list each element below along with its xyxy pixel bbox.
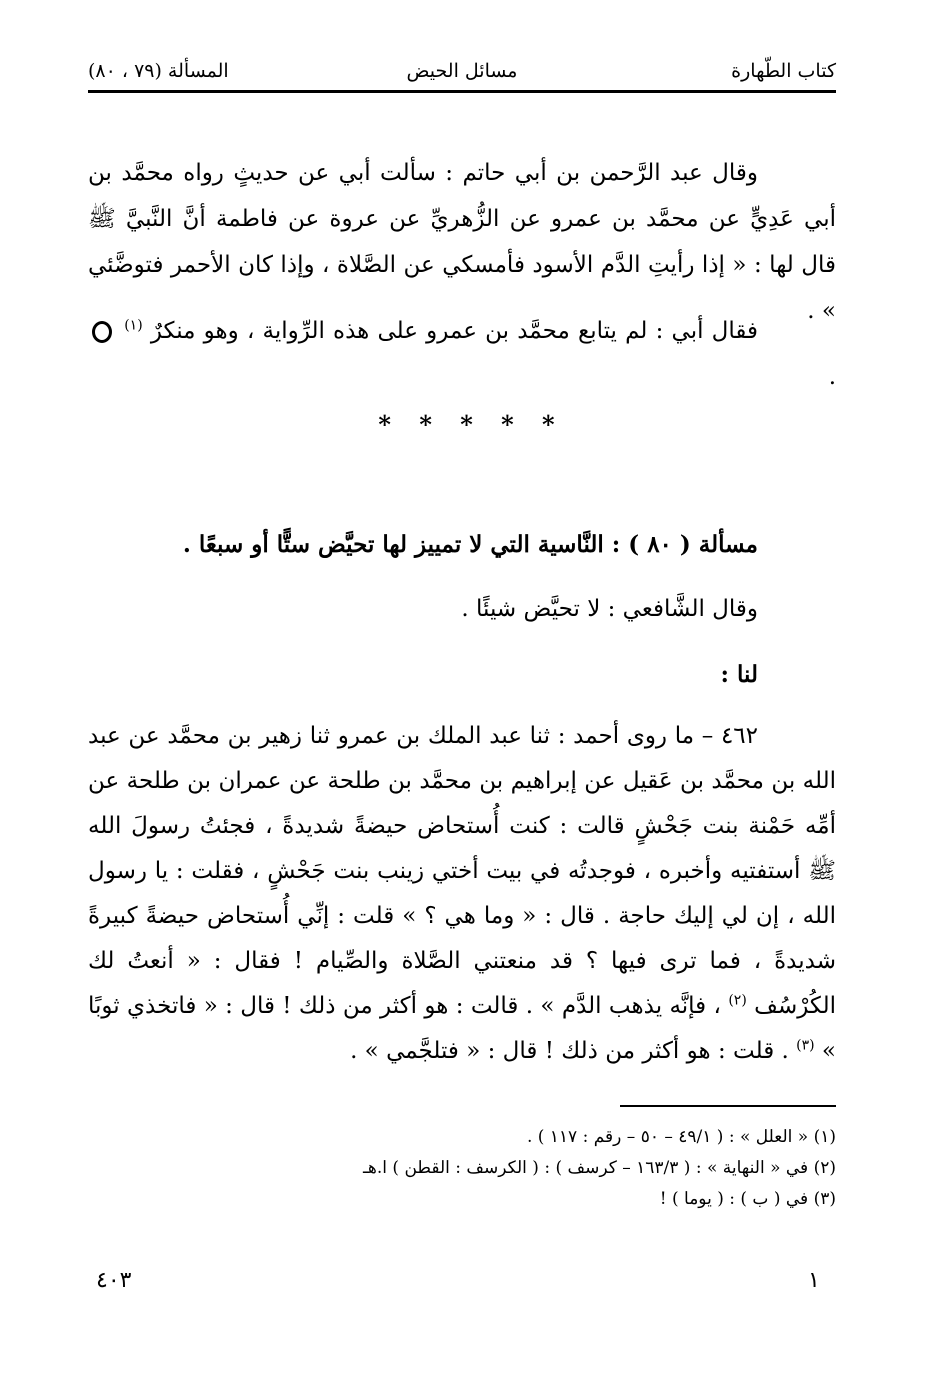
issue-title-text: مسألة ( ٨٠ ) : النَّاسية التي لا تمييز لها تحيَّض ستًّا أو سبعًا . [182, 531, 758, 558]
paragraph-end: . [828, 364, 836, 390]
footnote-ref[interactable]: (٣) [796, 1037, 815, 1054]
header-book-title: كتاب الطّهارة [731, 60, 836, 82]
header-issue-range: المسألة (٧٩ ، ٨٠) [88, 60, 229, 82]
footnote-ref[interactable]: (٢) [728, 992, 747, 1009]
shafii-opinion [88, 586, 836, 632]
footnote-ref[interactable]: (١) [124, 317, 143, 334]
section-separator: * * * * * [378, 410, 565, 439]
volume-number: ١ [808, 1268, 820, 1293]
shafii-text: وقال الشَّافعي : لا تحيَّض شيئًا . [461, 596, 758, 622]
issue-80-title [88, 522, 836, 568]
hadith-462 [88, 714, 836, 1074]
end-of-issue-circle-icon [92, 321, 112, 343]
paragraph-text: فقال أبي : لم يتابع محمَّد بن عمرو على هذه الرِّواية ، وهو منكرٌ [150, 318, 759, 344]
footnote-1: (١) « العلل » : ( ٤٩/١ – ٥٠ – رقم : ١١٧ ) . [526, 1127, 836, 1147]
header-chapter-title: مسائل الحيض [406, 60, 518, 82]
hadith-text-2: ، فإنَّه يذهب الدَّم » . قالت : هو أكثر من ذلك ! قال : « فاتخذي ثوبًا » [88, 993, 836, 1064]
lana-heading [88, 652, 836, 698]
hadith-text: ٤٦٢ – ما روى أحمد : ثنا عبد الملك بن عمرو ثنا زهير بن محمَّد عن عبد الله بن محمَّد بن عَقيل عن إبراهيم بن محمَّد بن طلحة عن عمران بن طلحة عن أمِّه حَمْنة بنت جَحْشٍ قالت : كنت أُستحاض حيضةً شديدةً ، فجئتُ رسولَ الله ﷺ أستفتيه وأخبره ، فوجدتُه في بيت أختي زينب بنت جَحْشٍ ، فقلت : يا رسول الله ، إن لي إليك حاجة . قال : « وما هي ؟ » قلت : إنِّي أُستحاض حيضةً كبيرةً شديدةً ، فما ترى فيها ؟ قد منعتني الصَّلاة والصِّيام ! فقال : « أنعتُ لك الكُرْسُف [88, 723, 837, 1019]
paragraph-abi-comment [88, 308, 836, 400]
header-rule [88, 90, 836, 93]
lana-text: لنا : [720, 661, 758, 688]
footnotes [88, 1122, 836, 1215]
footnote-3: (٣) في ( ب ) : ( يوما ) ! [659, 1189, 836, 1209]
page-number: ٤٠٣ [96, 1268, 132, 1293]
footnote-2: (٢) في « النهاية » : ( ١٦٣/٣ – كرسف ) : ( الكرسف : القطن ) ا.هـ [362, 1158, 836, 1178]
hadith-text-3: . قلت : هو أكثر من ذلك ! قال : « فتلجَّمي » . [350, 1038, 789, 1064]
paragraph-ibn-abi-hatim [88, 150, 836, 334]
running-header [88, 58, 836, 88]
footnote-rule [620, 1105, 836, 1107]
paragraph-text: وقال عبد الرَّحمن بن أبي حاتم : سألت أبي عن حديثٍ رواه محمَّد بن أبي عَدِيٍّ عن محمَّد بن عمرو عن الزُّهريِّ عن عروة عن فاطمة أنَّ النَّبيَّ ﷺ قال لها : « إذا رأيتِ الدَّم الأسود فأمسكي عن الصَّلاة ، وإذا كان الأحمر فتوضَّئي » . [88, 160, 836, 324]
